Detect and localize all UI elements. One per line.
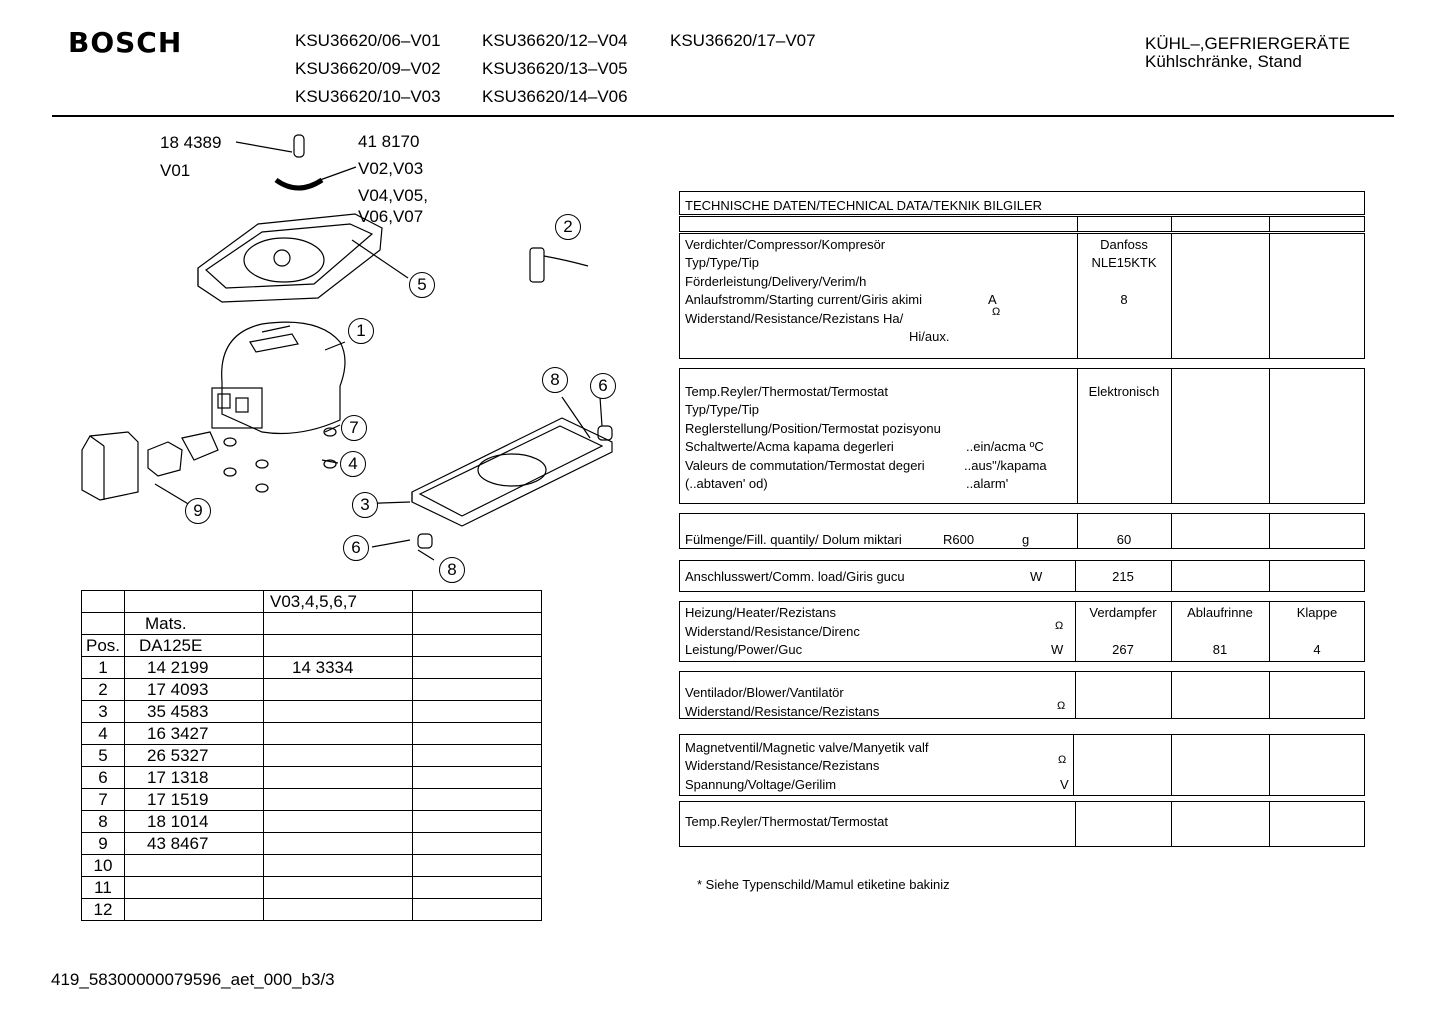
table-row bbox=[82, 701, 542, 723]
table-row bbox=[82, 723, 542, 745]
callout-5: 5 bbox=[409, 272, 435, 298]
thermostat-label: Typ/Type/Tip bbox=[685, 402, 759, 417]
thermostat-label: (..abtaven' od) bbox=[685, 476, 768, 491]
pos-cell: 12 bbox=[82, 899, 125, 921]
part-number-cell: 17 1519 bbox=[125, 789, 264, 811]
document-id: 419_58300000079596_aet_000_b3/3 bbox=[51, 970, 335, 989]
callout-3: 3 bbox=[352, 492, 378, 518]
part-number-cell bbox=[125, 855, 264, 877]
part-number-cell bbox=[264, 899, 413, 921]
category-title: KÜHL–,GEFRIERGERÄTE bbox=[1145, 34, 1350, 53]
part-number-cell: 16 3427 bbox=[125, 723, 264, 745]
unit-label: A bbox=[988, 292, 997, 307]
part-number-cell bbox=[264, 723, 413, 745]
part-number-cell bbox=[413, 877, 542, 899]
unit-label: g bbox=[1022, 532, 1030, 547]
mats-header: Mats. bbox=[125, 613, 264, 635]
table-cell bbox=[82, 591, 125, 613]
table-cell bbox=[82, 613, 125, 635]
valve-label: Widerstand/Resistance/Rezistans bbox=[685, 758, 880, 773]
part-label: 18 4389 bbox=[160, 133, 222, 152]
compressor-value: NLE15KTK bbox=[1091, 255, 1157, 270]
thermostat2-label: Temp.Reyler/Thermostat/Termostat bbox=[685, 814, 889, 829]
blower-label: Widerstand/Resistance/Rezistans bbox=[685, 704, 880, 719]
callout-6: 6 bbox=[590, 373, 616, 399]
variant-header: V03,4,5,6,7 bbox=[264, 591, 413, 613]
pos-cell: 3 bbox=[82, 701, 125, 723]
part-label: V01 bbox=[160, 161, 191, 180]
part-number-cell: 14 3334 bbox=[264, 657, 413, 679]
table-cell bbox=[413, 635, 542, 657]
model-number: KSU36620/06–V01 bbox=[295, 31, 441, 50]
table-cell bbox=[264, 635, 413, 657]
callout-1: 1 bbox=[348, 318, 374, 344]
part-number-cell bbox=[413, 767, 542, 789]
part-number-cell bbox=[264, 811, 413, 833]
load-section bbox=[679, 560, 1365, 592]
pos-cell: 6 bbox=[82, 767, 125, 789]
unit-label: V bbox=[1060, 777, 1069, 792]
table-header-row bbox=[82, 591, 542, 613]
category-subtitle: Kühlschränke, Stand bbox=[1145, 52, 1302, 71]
thermostat-label: Reglerstellung/Position/Termostat pozisyonu bbox=[685, 421, 941, 436]
pos-cell: 8 bbox=[82, 811, 125, 833]
pos-cell: 1 bbox=[82, 657, 125, 679]
table-row bbox=[82, 767, 542, 789]
compressor-label: Hi/aux. bbox=[909, 329, 950, 344]
part-number-cell bbox=[413, 811, 542, 833]
compressor-label: Anlaufstromm/Starting current/Giris akimi bbox=[685, 292, 922, 307]
thermostat-section bbox=[679, 368, 1365, 504]
heater-value: 81 bbox=[1212, 642, 1228, 657]
heater-section bbox=[679, 601, 1365, 662]
model-number: KSU36620/13–V05 bbox=[482, 59, 628, 78]
table-row bbox=[82, 833, 542, 855]
part-number-cell: 35 4583 bbox=[125, 701, 264, 723]
valve-label: Magnetventil/Magnetic valve/Manyetik valf bbox=[685, 740, 929, 755]
part-number-cell bbox=[264, 701, 413, 723]
model-code-header: DA125E bbox=[125, 635, 264, 657]
part-number-cell bbox=[413, 679, 542, 701]
tech-title-box bbox=[679, 191, 1365, 215]
fill-label: Fülmenge/Fill. quantily/ Dolum miktari bbox=[685, 532, 902, 547]
part-number-cell bbox=[413, 899, 542, 921]
pos-cell: 2 bbox=[82, 679, 125, 701]
unit-label: Ω bbox=[1058, 754, 1067, 766]
exploded-parts-diagram bbox=[0, 120, 660, 590]
part-number-cell: 18 1014 bbox=[125, 811, 264, 833]
part-label: 41 8170 bbox=[358, 132, 420, 151]
part-number-cell: 17 4093 bbox=[125, 679, 264, 701]
table-row bbox=[82, 811, 542, 833]
part-number-cell bbox=[413, 701, 542, 723]
model-number: KSU36620/10–V03 bbox=[295, 87, 441, 106]
pos-cell: 11 bbox=[82, 877, 125, 899]
valve-section bbox=[679, 734, 1365, 796]
unit-label: W bbox=[1030, 569, 1043, 584]
tech-header-strip bbox=[679, 216, 1365, 232]
heater-label: Leistung/Power/Guc bbox=[685, 642, 803, 657]
compressor-label: Förderleistung/Delivery/Verim/h bbox=[685, 274, 867, 289]
model-number: KSU36620/09–V02 bbox=[295, 59, 441, 78]
callout-7: 7 bbox=[341, 415, 367, 441]
load-value: 215 bbox=[1112, 569, 1134, 584]
part-number-cell: 26 5327 bbox=[125, 745, 264, 767]
compressor-section bbox=[679, 233, 1365, 359]
heater-value: 267 bbox=[1112, 642, 1134, 657]
compressor-label: Verdichter/Compressor/Kompresör bbox=[685, 237, 886, 252]
table-header-row bbox=[82, 613, 542, 635]
pos-cell: 4 bbox=[82, 723, 125, 745]
table-row bbox=[82, 679, 542, 701]
load-label: Anschlusswert/Comm. load/Giris gucu bbox=[685, 569, 905, 584]
refrigerant-label: R600 bbox=[943, 532, 975, 547]
callout-2: 2 bbox=[555, 214, 581, 240]
compressor-label: Typ/Type/Tip bbox=[685, 255, 759, 270]
part-number-cell bbox=[264, 877, 413, 899]
parts-table bbox=[81, 590, 542, 921]
heater-column-head: Verdampfer bbox=[1089, 605, 1157, 620]
table-cell bbox=[264, 613, 413, 635]
callout-6: 6 bbox=[343, 535, 369, 561]
unit-label: Ω bbox=[1057, 700, 1066, 712]
blower-label: Ventilador/Blower/Vantilatör bbox=[685, 685, 844, 700]
callout-8: 8 bbox=[542, 367, 568, 393]
model-number: KSU36620/12–V04 bbox=[482, 31, 628, 50]
pos-cell: 7 bbox=[82, 789, 125, 811]
part-label: V02,V03 bbox=[358, 159, 424, 178]
part-number-cell bbox=[264, 789, 413, 811]
thermostat2-section bbox=[679, 801, 1365, 847]
part-number-cell bbox=[413, 745, 542, 767]
compressor-value: Danfoss bbox=[1100, 237, 1148, 252]
unit-label: W bbox=[1051, 642, 1064, 657]
heater-label: Heizung/Heater/Rezistans bbox=[685, 605, 837, 620]
blower-section bbox=[679, 671, 1365, 719]
thermostat-extra: ..ein/acma ºC bbox=[966, 439, 1044, 454]
table-cell bbox=[413, 613, 542, 635]
part-number-cell bbox=[264, 833, 413, 855]
typeplate-note: * Siehe Typenschild/Mamul etiketine bakiniz bbox=[697, 877, 950, 892]
table-row bbox=[82, 745, 542, 767]
heater-label: Widerstand/Resistance/Direnc bbox=[685, 624, 860, 639]
thermostat-extra: ..aus"/kapama bbox=[964, 458, 1047, 473]
pos-header: Pos. bbox=[82, 635, 125, 657]
unit-label: Ω bbox=[992, 306, 1001, 318]
pos-cell: 9 bbox=[82, 833, 125, 855]
part-number-cell: 17 1318 bbox=[125, 767, 264, 789]
part-number-cell bbox=[264, 855, 413, 877]
table-header-row bbox=[82, 635, 542, 657]
part-number-cell bbox=[264, 679, 413, 701]
part-number-cell bbox=[413, 833, 542, 855]
compressor-label: Widerstand/Resistance/Rezistans Ha/ bbox=[685, 311, 904, 326]
heater-value: 4 bbox=[1313, 642, 1321, 657]
thermostat-extra: ..alarm' bbox=[966, 476, 1009, 491]
part-number-cell: 43 8467 bbox=[125, 833, 264, 855]
callout-8: 8 bbox=[439, 557, 465, 583]
header-divider bbox=[52, 115, 1394, 117]
table-row bbox=[82, 899, 542, 921]
table-row bbox=[82, 855, 542, 877]
tech-title: TECHNISCHE DATEN/TECHNICAL DATA/TEKNIK BILGILER bbox=[685, 198, 1043, 213]
callout-9: 9 bbox=[185, 498, 211, 524]
part-label: V04,V05, bbox=[358, 186, 428, 205]
fill-value: 60 bbox=[1116, 532, 1132, 547]
table-row bbox=[82, 877, 542, 899]
table-cell bbox=[413, 591, 542, 613]
valve-label: Spannung/Voltage/Gerilim bbox=[685, 777, 837, 792]
table-row bbox=[82, 657, 542, 679]
brand-logo: BOSCH bbox=[68, 26, 183, 59]
callout-4: 4 bbox=[340, 451, 366, 477]
part-number-cell bbox=[264, 745, 413, 767]
compressor-value: 8 bbox=[1120, 292, 1128, 307]
part-number-cell bbox=[264, 767, 413, 789]
table-row bbox=[82, 789, 542, 811]
part-number-cell: 14 2199 bbox=[125, 657, 264, 679]
model-number: KSU36620/17–V07 bbox=[670, 31, 816, 50]
fill-section bbox=[679, 513, 1365, 549]
part-number-cell bbox=[413, 723, 542, 745]
table-cell bbox=[125, 591, 264, 613]
thermostat-label: Valeurs de commutation/Termostat degeri bbox=[685, 458, 925, 473]
pos-cell: 5 bbox=[82, 745, 125, 767]
model-number: KSU36620/14–V06 bbox=[482, 87, 628, 106]
heater-column-head: Ablaufrinne bbox=[1187, 605, 1253, 620]
part-label: V06,V07 bbox=[358, 207, 424, 226]
pos-cell: 10 bbox=[82, 855, 125, 877]
part-number-cell bbox=[125, 899, 264, 921]
heater-column-head: Klappe bbox=[1296, 605, 1338, 620]
part-number-cell bbox=[413, 855, 542, 877]
part-number-cell bbox=[413, 657, 542, 679]
unit-label: Ω bbox=[1055, 620, 1064, 632]
part-number-cell bbox=[413, 789, 542, 811]
part-number-cell bbox=[125, 877, 264, 899]
thermostat-label: Schaltwerte/Acma kapama degerleri bbox=[685, 439, 894, 454]
thermostat-label: Temp.Reyler/Thermostat/Termostat bbox=[685, 384, 889, 399]
thermostat-value: Elektronisch bbox=[1088, 384, 1160, 399]
